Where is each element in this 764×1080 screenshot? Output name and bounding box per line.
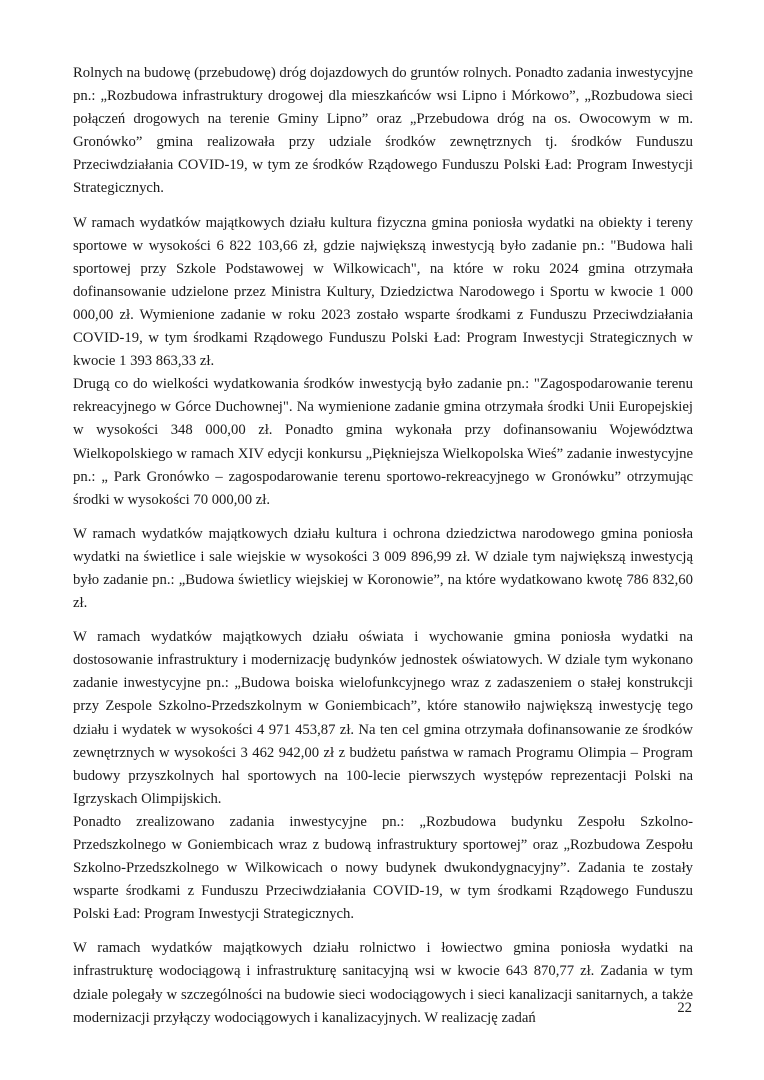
document-body	[73, 62, 693, 1030]
paragraph-agriculture: W ramach wydatków majątkowych działu rolnictwo i łowiectwo gmina poniosła wydatki na infrastrukturę wodociągową i infrastrukturę sanitacyjną wsi w kwocie 643 870,77 zł. Zadania w tym dziale polegały w szczególności na budowie sieci wodociągowych i sieci kanalizacji sanitarnych, a także modernizacji przyłączy wodociągowych i kanalizacyjnych. W realizację zadań	[73, 940, 693, 1026]
paragraph-road-investments: Rolnych na budowę (przebudowę) dróg dojazdowych do gruntów rolnych. Ponadto zadania inwestycyjne pn.: „Rozbudowa infrastruktury drogowej dla mieszkańców wsi Lipno i Mórkowo”, „Rozbudowa sieci połączeń drogowych na terenie Gminy Lipno” oraz „Przebudowa dróg na os. Owocowym w m. Gronówko” gmina realizowała przy udziale środków zewnętrznych tj. środków Funduszu Przeciwdziałania COVID-19, w tym ze środków Rządowego Funduszu Polski Ład: Program Inwestycji Strategicznych.	[73, 65, 693, 197]
page-number: 22	[677, 1000, 692, 1016]
paragraph-recreation-area: Drugą co do wielkości wydatkowania środków inwestycją było zadanie pn.: "Zagospodarowanie terenu rekreacyjnego w Górce Duchownej". Na wymienione zadanie gmina otrzymała środki Unii Europejskiej w wysokości 348 000,00 zł. Ponadto gmina wykonała przy dofinansowaniu Województwa Wielkopolskiego w ramach XIV edycji konkursu „Piękniejsza Wielkopolska Wieś” zadanie inwestycyjne pn.: „ Park Gronówko – zagospodarowanie terenu sportowo-rekreacyjnego w Gronówku” otrzymując środki w wysokości 70 000,00 zł.	[73, 376, 693, 508]
paragraph-culture-heritage: W ramach wydatków majątkowych działu kultura i ochrona dziedzictwa narodowego gmina poniosła wydatki na świetlice i sale wiejskie w wysokości 3 009 896,99 zł. W dziale tym największą inwestycją było zadanie pn.: „Budowa świetlicy wiejskiej w Koronowie”, na które wydatkowano kwotę 786 832,60 zł.	[73, 525, 693, 612]
paragraph-education: W ramach wydatków majątkowych działu oświata i wychowanie gmina poniosła wydatki na dostosowanie infrastruktury i modernizację budynków jednostek oświatowych. W dziale tym wykonano zadanie inwestycyjne pn.: „Budowa boiska wielofunkcyjnego wraz z zadaszeniem o stałej konstrukcji przy Zespole Szkolno-Przedszkolnym w Goniembicach”, które stanowiło największą inwestycję tego działu i wydatek w wysokości 4 971 453,87 zł. Na ten cel gmina otrzymała dofinansowanie ze środków zewnętrznych w wysokości 3 462 942,00 zł z budżetu państwa w ramach Programu Olimpia – Program budowy przyszkolnych hal sportowych na 100-lecie pierwszych występów reprezentacji Polski na Igrzyskach Olimpijskich.	[73, 629, 693, 807]
paragraph-sports-facilities: W ramach wydatków majątkowych działu kultura fizyczna gmina poniosła wydatki na obiekty i tereny sportowe w wysokości 6 822 103,66 zł, gdzie największą inwestycją było zadanie pn.: "Budowa hali sportowej przy Szkole Podstawowej w Wilkowicach", na które w roku 2024 gmina otrzymała dofinansowanie udzielone przez Ministra Kultury, Dziedzictwa Narodowego i Sportu w kwocie 1 000 000,00 zł. Wymienione zadanie w roku 2023 zostało wsparte środkami z Funduszu Przeciwdziałania COVID-19, w tym środkami Rządowego Funduszu Polski Ład: Program Inwestycji Strategicznych w kwocie 1 393 863,33 zł.	[73, 214, 693, 370]
paragraph-school-expansions: Ponadto zrealizowano zadania inwestycyjne pn.: „Rozbudowa budynku Zespołu Szkolno-Przedszkolnego w Goniembicach wraz z budową infrastruktury sportowej” oraz „Rozbudowa Zespołu Szkolno-Przedszkolnego w Wilkowicach o nowy budynek dwukondygnacyjny”. Zadania te zostały wsparte środkami z Funduszu Przeciwdziałania COVID-19, w tym środkami Rządowego Funduszu Polski Ład: Program Inwestycji Strategicznych.	[73, 813, 693, 923]
